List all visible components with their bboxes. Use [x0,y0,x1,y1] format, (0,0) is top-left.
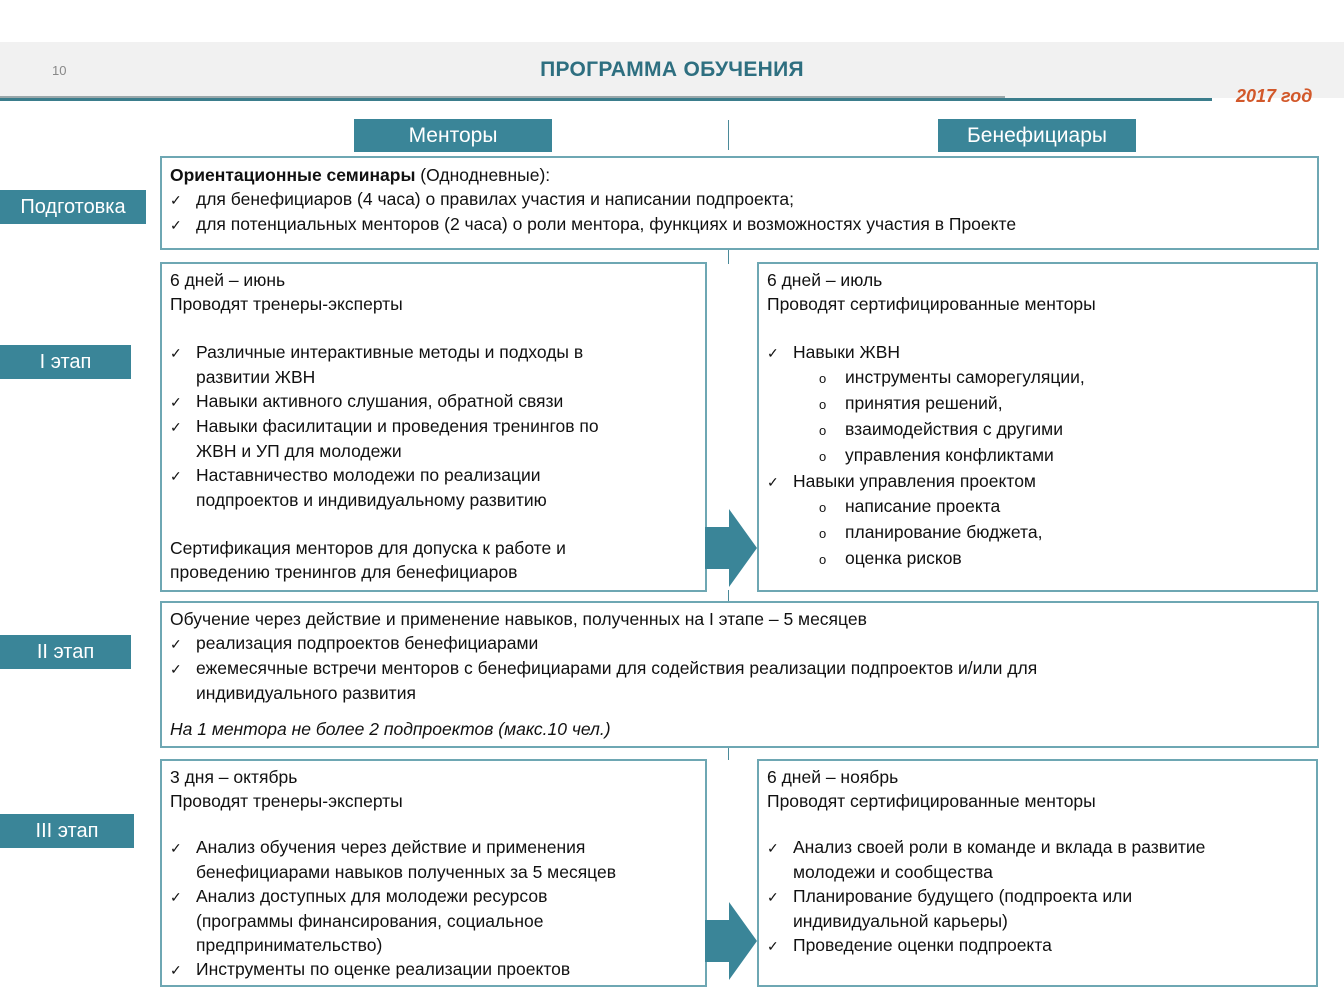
stage1-beneficiaries-box [757,262,1318,592]
stage1-mentors-box [160,262,707,592]
bullet-icon: o [819,397,827,412]
list-item [170,631,1309,656]
item-text-cont: индивидуальной карьеры) [793,911,1008,931]
item-text-cont: индивидуального развития [196,683,416,703]
stage-label-stage2: II этап [0,635,131,669]
stage2-intro: Обучение через действие и применение навыков, полученных на I этапе – 5 месяцев [170,609,867,629]
check-icon: ✓ [767,938,779,954]
item-text-cont: предпринимательство) [196,935,383,955]
list-item [170,835,697,860]
list-item [170,957,697,982]
list-item [767,340,1308,365]
list-item [170,463,697,488]
item-text: Навыки активного слушания, обратной связи [196,391,564,411]
list-item [767,933,1308,958]
stage-label-preparation: Подготовка [0,190,146,224]
header-rule [0,98,1212,101]
certification-text-cont: проведению тренингов для бенефициаров [170,562,518,582]
check-icon: ✓ [170,468,182,484]
sub-item [767,365,1308,391]
check-icon: ✓ [767,840,779,856]
preparation-title-bold: Ориентационные семинары [170,165,416,185]
sub-item-text: оценка рисков [845,548,962,568]
duration: 3 дня – октябрь [170,767,298,787]
check-icon: ✓ [170,840,182,856]
column-divider [728,748,729,760]
item-text-cont: молодежи и сообщества [793,862,993,882]
item-text: ежемесячные встречи менторов с бенефициарами для содействия реализации подпроектов и/или для [196,658,1038,678]
check-icon: ✓ [767,889,779,905]
list-item [767,884,1308,909]
sub-item [767,443,1308,469]
column-header-beneficiaries: Бенефициары [938,119,1136,152]
item-text: Навыки фасилитации и проведения тренингов по [196,416,599,436]
check-icon: ✓ [170,661,182,677]
sub-item-text: написание проекта [845,496,1001,516]
list-item [170,340,697,365]
sub-item-text: управления конфликтами [845,445,1054,465]
page-number: 10 [52,63,67,78]
sub-item [767,546,1308,572]
preparation-box [160,156,1319,250]
item-text-cont: (программы финансирования, социальное [196,911,544,931]
item-text: Анализ обучения через действие и применения [196,837,586,857]
conducted-by: Проводят тренеры-эксперты [170,791,403,811]
sub-item-text: взаимодействия с другими [845,419,1063,439]
item-text-cont: бенефициарами навыков полученных за 5 месяцев [196,862,617,882]
page-title: ПРОГРАММА ОБУЧЕНИЯ [540,58,804,81]
list-item [170,212,1309,237]
column-divider [728,250,729,264]
item-text: Планирование будущего (подпроекта или [793,886,1133,906]
item-text: Различные интерактивные методы и подходы в [196,342,584,362]
bullet-icon: o [819,449,827,464]
check-icon: ✓ [170,345,182,361]
item-text: Навыки управления проектом [793,471,1036,491]
check-icon: ✓ [767,474,779,490]
sub-item [767,494,1308,520]
item-text: реализация подпроектов бенефициарами [196,633,539,653]
list-item [170,187,1309,212]
preparation-title-rest: (Однодневные): [415,165,551,185]
item-text: Навыки ЖВН [793,342,901,362]
item-text: Инструменты по оценке реализации проектов [196,959,571,979]
bullet-icon: o [819,500,827,515]
conducted-by: Проводят сертифицированные менторы [767,791,1096,811]
sub-item-text: принятия решений, [845,393,1003,413]
conducted-by: Проводят сертифицированные менторы [767,294,1096,314]
arrow-right-icon [705,902,757,980]
check-icon: ✓ [170,419,182,435]
bullet-icon: o [819,552,827,567]
stage3-beneficiaries-box [757,759,1318,987]
list-item [170,389,697,414]
bullet-icon: o [819,526,827,541]
duration: 6 дней – июль [767,270,883,290]
list-item [170,884,697,909]
item-text: Наставничество молодежи по реализации [196,465,541,485]
check-icon: ✓ [170,217,182,233]
list-item [767,835,1308,860]
item-text-cont: ЖВН и УП для молодежи [196,441,402,461]
sub-item-text: инструменты саморегуляции, [845,367,1085,387]
column-divider [728,120,729,150]
certification-text: Сертификация менторов для допуска к работе и [170,538,566,558]
stage-label-stage1: I этап [0,345,131,379]
column-header-mentors: Менторы [354,119,552,152]
conducted-by: Проводят тренеры-эксперты [170,294,403,314]
sub-item-text: планирование бюджета, [845,522,1043,542]
stage3-mentors-box [160,759,707,987]
stage-label-stage3: III этап [0,814,134,848]
item-text: Проведение оценки подпроекта [793,935,1052,955]
check-icon: ✓ [170,962,182,978]
year-label: 2017 год [1236,86,1313,106]
item-text-cont: развитии ЖВН [196,367,316,387]
bullet-icon: o [819,423,827,438]
check-icon: ✓ [170,192,182,208]
list-item [767,469,1308,494]
preparation-title [170,163,1309,187]
check-icon: ✓ [767,345,779,361]
item-text: для бенефициаров (4 часа) о правилах участия и написании подпроекта; [196,189,794,209]
check-icon: ✓ [170,394,182,410]
item-text: Анализ своей роли в команде и вклада в развитие [793,837,1206,857]
list-item [170,656,1309,681]
stage2-note: На 1 ментора не более 2 подпроектов (макс.10 чел.) [170,719,611,739]
sub-item [767,391,1308,417]
sub-item [767,417,1308,443]
stage2-box [160,601,1319,748]
check-icon: ✓ [170,636,182,652]
check-icon: ✓ [170,889,182,905]
bullet-icon: o [819,371,827,386]
item-text: для потенциальных менторов (2 часа) о роли ментора, функциях и возможностях участия в Проекте [196,214,1017,234]
list-item [170,414,697,439]
duration: 6 дней – июнь [170,270,286,290]
duration: 6 дней – ноябрь [767,767,899,787]
item-text-cont: подпроектов и индивидуальному развитию [196,490,547,510]
arrow-right-icon [705,509,757,587]
item-text: Анализ доступных для молодежи ресурсов [196,886,548,906]
sub-item [767,520,1308,546]
